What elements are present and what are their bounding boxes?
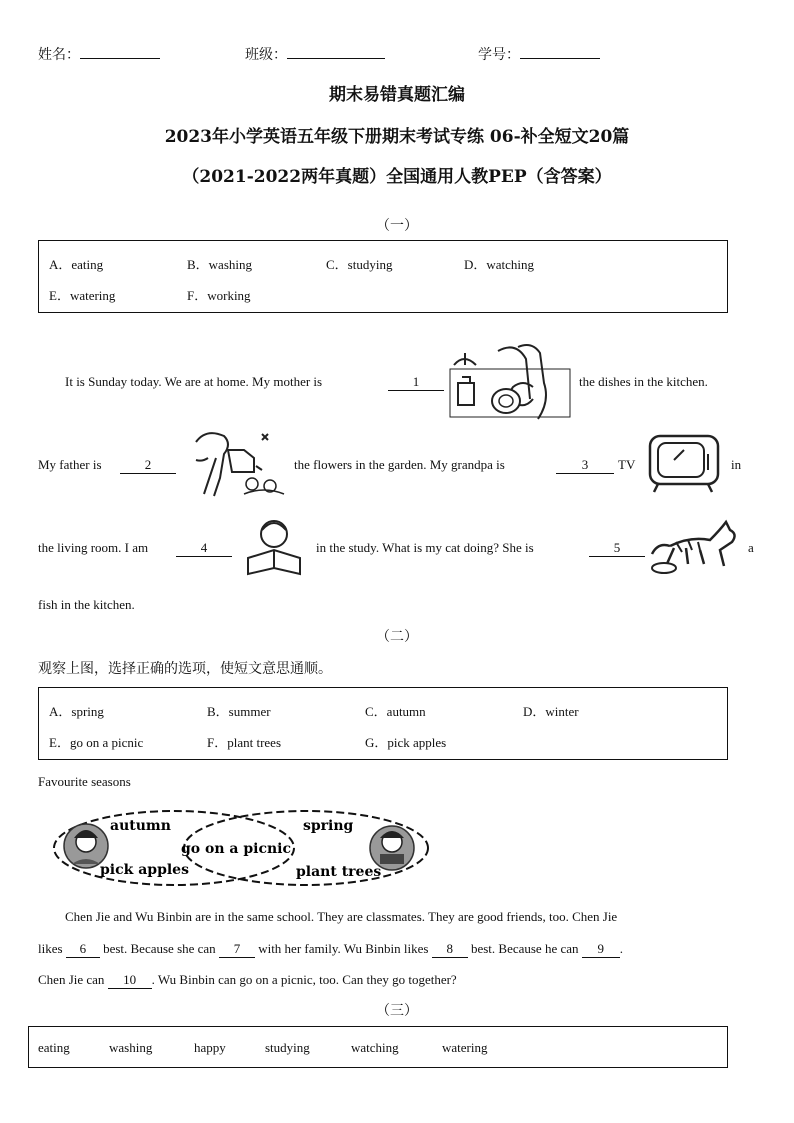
class-blank[interactable] — [287, 44, 385, 59]
id-field[interactable] — [478, 44, 600, 64]
section-2-heading: （二） — [376, 629, 418, 645]
s2-l3b: . Wu Binbin can go on a picnic, too. Can they go together? — [151, 972, 457, 987]
class-field[interactable] — [245, 44, 385, 64]
blank-2[interactable] — [120, 457, 176, 474]
blank-1-number: 1 — [388, 374, 444, 391]
dish-washing-illustration — [448, 343, 574, 419]
word-2: washing — [109, 1040, 153, 1055]
venn-right-top: spring — [303, 818, 354, 834]
section-1-options-box — [38, 240, 728, 313]
diagram-caption: Favourite seasons — [38, 774, 131, 789]
s1-line-1a: It is Sunday today. We are at home. My mother is — [65, 374, 323, 389]
s2-line-3 — [38, 972, 457, 989]
word-3: happy — [194, 1040, 226, 1055]
option-a: A．eating — [49, 257, 104, 272]
option-c: C．autumn — [365, 704, 426, 719]
s2-line-1: Chen Jie and Wu Binbin are in the same school. They are classmates. They are good friends, too. Chen Jie — [65, 909, 618, 924]
s2-l3a: Chen Jie can — [38, 972, 105, 987]
option-c: C．studying — [326, 257, 393, 272]
option-d: D．watching — [464, 257, 535, 272]
s2-l2b: best. Because she can — [103, 941, 216, 956]
class-label: 班级： — [245, 47, 287, 63]
name-label: 姓名： — [38, 47, 80, 63]
seasons-venn-diagram — [50, 808, 434, 888]
word-1: eating — [38, 1040, 70, 1055]
blank-4[interactable] — [176, 540, 232, 557]
blank-10[interactable]: 10 — [108, 972, 152, 989]
s2-l2a: likes — [38, 941, 63, 956]
blank-1[interactable] — [388, 374, 444, 391]
name-field[interactable] — [38, 44, 160, 64]
option-f: F．working — [187, 288, 251, 303]
s1-line-3c: a — [748, 540, 754, 555]
option-e: E．watering — [49, 288, 116, 303]
venn-right-bottom: plant trees — [296, 864, 382, 880]
s1-line-3a: the living room. I am — [38, 540, 149, 555]
blank-5-number: 5 — [589, 540, 645, 557]
id-label: 学号： — [478, 47, 520, 63]
word-5: watching — [351, 1040, 399, 1055]
option-f: F．plant trees — [207, 735, 282, 750]
option-d: D．winter — [523, 704, 579, 719]
s2-l2c: with her family. Wu Binbin likes — [258, 941, 429, 956]
id-blank[interactable] — [520, 44, 600, 59]
name-blank[interactable] — [80, 44, 160, 59]
s1-line-2a: My father is — [38, 457, 102, 472]
venn-left-bottom: pick apples — [100, 862, 189, 878]
title-line-3: （2021-2022两年真题）全国通用人教PEP（含答案） — [182, 167, 612, 187]
s2-l2e: . — [619, 941, 624, 956]
s1-line-1b: the dishes in the kitchen. — [579, 374, 708, 389]
section-2-options-box — [38, 687, 728, 760]
blank-8[interactable]: 8 — [432, 941, 468, 958]
word-4: studying — [265, 1040, 310, 1055]
title-line-2: 2023年小学英语五年级下册期末考试专练 06-补全短文20篇 — [164, 127, 630, 147]
s2-l2d: best. Because he can — [470, 941, 579, 956]
section-2-instruction: 观察上图，选择正确的选项，使短文意思通顺。 — [38, 661, 332, 677]
venn-left-top: autumn — [110, 818, 171, 834]
option-e: E．go on a picnic — [49, 735, 144, 750]
cat-eating-illustration — [650, 518, 738, 578]
s1-line-2d: in — [731, 457, 742, 472]
s1-line-2c: TV — [618, 457, 636, 472]
blank-4-number: 4 — [176, 540, 232, 557]
option-a: A．spring — [49, 704, 104, 719]
blank-3[interactable] — [556, 457, 614, 474]
option-b: B．summer — [207, 704, 271, 719]
option-g: G．pick apples — [365, 735, 447, 750]
option-b: B．washing — [187, 257, 253, 272]
blank-5[interactable] — [589, 540, 645, 557]
venn-center: go on a picnic — [181, 841, 291, 857]
section-1-heading: （一） — [376, 218, 418, 234]
blank-2-number: 2 — [120, 457, 176, 474]
s1-line-3b: in the study. What is my cat doing? She is — [316, 540, 534, 555]
section-3-heading: （三） — [376, 1003, 418, 1019]
blank-9[interactable]: 9 — [582, 941, 620, 958]
tv-illustration — [648, 432, 722, 494]
s1-line-4: fish in the kitchen. — [38, 597, 135, 612]
blank-3-number: 3 — [556, 457, 614, 474]
section-3-word-box — [28, 1026, 728, 1068]
blank-6[interactable]: 6 — [66, 941, 100, 958]
word-6: watering — [442, 1040, 488, 1055]
s1-line-2b: the flowers in the garden. My grandpa is — [294, 457, 505, 472]
watering-flowers-illustration — [186, 428, 286, 498]
s2-line-2 — [38, 941, 623, 958]
blank-7[interactable]: 7 — [219, 941, 255, 958]
reading-boy-illustration — [244, 518, 306, 576]
title-line-1: 期末易错真题汇编 — [329, 85, 465, 105]
